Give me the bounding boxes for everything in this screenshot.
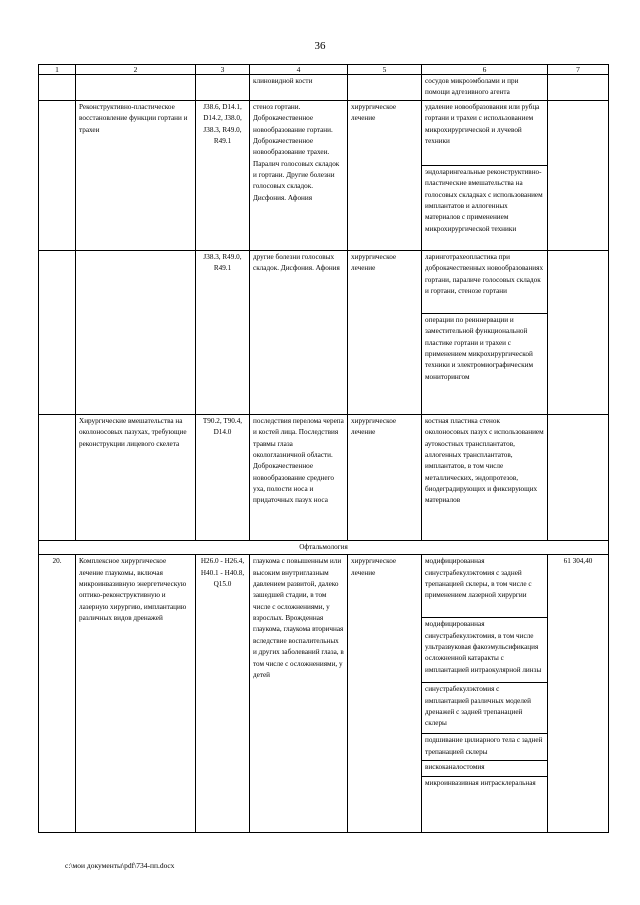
treatment-type-cell: хирургическое лечение	[348, 100, 422, 250]
icd-code-cell: J38.3, R49.0, R49.1	[196, 250, 250, 414]
method-cell: костная пластика стенок околоносовых пазух с использованием аутокостных трансплантатов, аллогенных трансплантатов, имплантатов, в том числе металлических, эндопротезов, биодеградирующих и фиксирующих материалов	[422, 414, 548, 540]
icd-code-cell: H26.0 - H26.4, H40.1 - H40.8, Q15.0	[196, 555, 250, 833]
file-path-footer: c:\мои документы\pdf\734-пп.docx	[65, 861, 175, 870]
method-item: операции по реиннервации и заместительной функциональной пластике гортани и трахеи с применением микрохирургической техники и электромиографическим мониторингом	[425, 315, 533, 381]
method-item: микроинвазивная интрасклеральная	[425, 779, 536, 788]
treatment-type-cell: хирургическое лечение	[348, 555, 422, 833]
method-item: вискоканалостомия	[422, 761, 547, 777]
method-item: эндоларингеальные реконструктивно-пластические вмешательства на голосовых складках с использованием имплантатов и аллогенных материалов с применением микрохирургической техники	[425, 167, 543, 233]
header-cell: 1	[39, 65, 76, 75]
method-cell	[422, 555, 548, 833]
page-number: 36	[314, 40, 326, 52]
method-item: модифицированная синустрабекулэктомия, в том числе ультразвуковая факоэмульсификация осложненной катаракты с имплантацией интраокулярной линзы	[422, 618, 547, 683]
method-item: модифицированная синустрабекулэктомия с задней трепанацией склеры, в том числе с применением лазерной хирургии	[422, 555, 547, 618]
header-cell: 7	[548, 65, 609, 75]
row-number-cell: 20.	[39, 555, 76, 833]
care-type-cell: Комплексное хирургическое лечение глаукомы, включая микроинвазивную энергетическую оптико-реконструктивную и лазерную хирургию, имплантацию различных видов дренажей	[76, 555, 196, 833]
method-item: ларинготрахеопластика при доброкачественных новообразованиях гортани, параличе голосовых складок и гортани, стенозе гортани	[422, 251, 547, 314]
method-cell	[422, 100, 548, 250]
table-row	[39, 555, 609, 833]
treatment-type-cell: хирургическое лечение	[348, 250, 422, 414]
care-type-cell: Реконструктивно-пластическое восстановление функции гортани и трахеи	[76, 100, 196, 250]
method-item: синустрабекулэктомия с имплантацией различных моделей дренажей с задней трепанацией склеры	[422, 683, 547, 734]
section-title: Офтальмология	[39, 540, 609, 554]
diagnosis-cell: клиновидной кости	[250, 75, 348, 101]
column-number-header	[39, 65, 609, 75]
diagnosis-cell: последствия перелома черепа и костей лица. Последствия травмы глаза окологлазничной области. Доброкачественное новообразование среднего уха, полости носа и придаточных пазух носа	[250, 414, 348, 540]
section-row	[39, 540, 609, 554]
table-row	[39, 100, 609, 250]
header-cell: 5	[348, 65, 422, 75]
medical-care-table	[38, 64, 609, 833]
table-row	[39, 75, 609, 101]
header-cell: 6	[422, 65, 548, 75]
diagnosis-cell: стеноз гортани. Доброкачественное новообразование гортани. Доброкачественное новообразование трахеи. Паралич голосовых складок и гортани. Другие болезни голосовых складок. Дисфония. Афония	[250, 100, 348, 250]
diagnosis-cell: другие болезни голосовых складок. Дисфония. Афония	[250, 250, 348, 414]
header-cell: 2	[76, 65, 196, 75]
cost-cell: 61 304,40	[548, 555, 609, 833]
header-cell: 4	[250, 65, 348, 75]
table-row	[39, 250, 609, 414]
method-item: подшивание цилиарного тела с задней трепанацией склеры	[422, 734, 547, 761]
diagnosis-cell: глаукома с повышенным или высоким внутриглазным давлением развитой, далеко зашедшей стадии, в том числе с осложнениями, у взрослых. Врожденная глаукома, глаукома вторичная вследствие воспалительных и других заболеваний глаза, в том числе с осложнениями, у детей	[250, 555, 348, 833]
table-row	[39, 414, 609, 540]
method-item: удаление новообразования или рубца гортани и трахеи с использованием микрохирургической и лучевой техники	[422, 101, 547, 166]
icd-code-cell: J38.6, D14.1, D14.2, J38.0, J38.3, R49.0, R49.1	[196, 100, 250, 250]
icd-code-cell: T90.2, T90.4, D14.0	[196, 414, 250, 540]
header-cell: 3	[196, 65, 250, 75]
treatment-type-cell: хирургическое лечение	[348, 414, 422, 540]
method-cell	[422, 250, 548, 414]
care-type-cell: Хирургические вмешательства на околоносовых пазухах, требующие реконструкции лицевого скелета	[76, 414, 196, 540]
method-cell: сосудов микроэмболами и при помощи адгезивного агента	[422, 75, 548, 101]
